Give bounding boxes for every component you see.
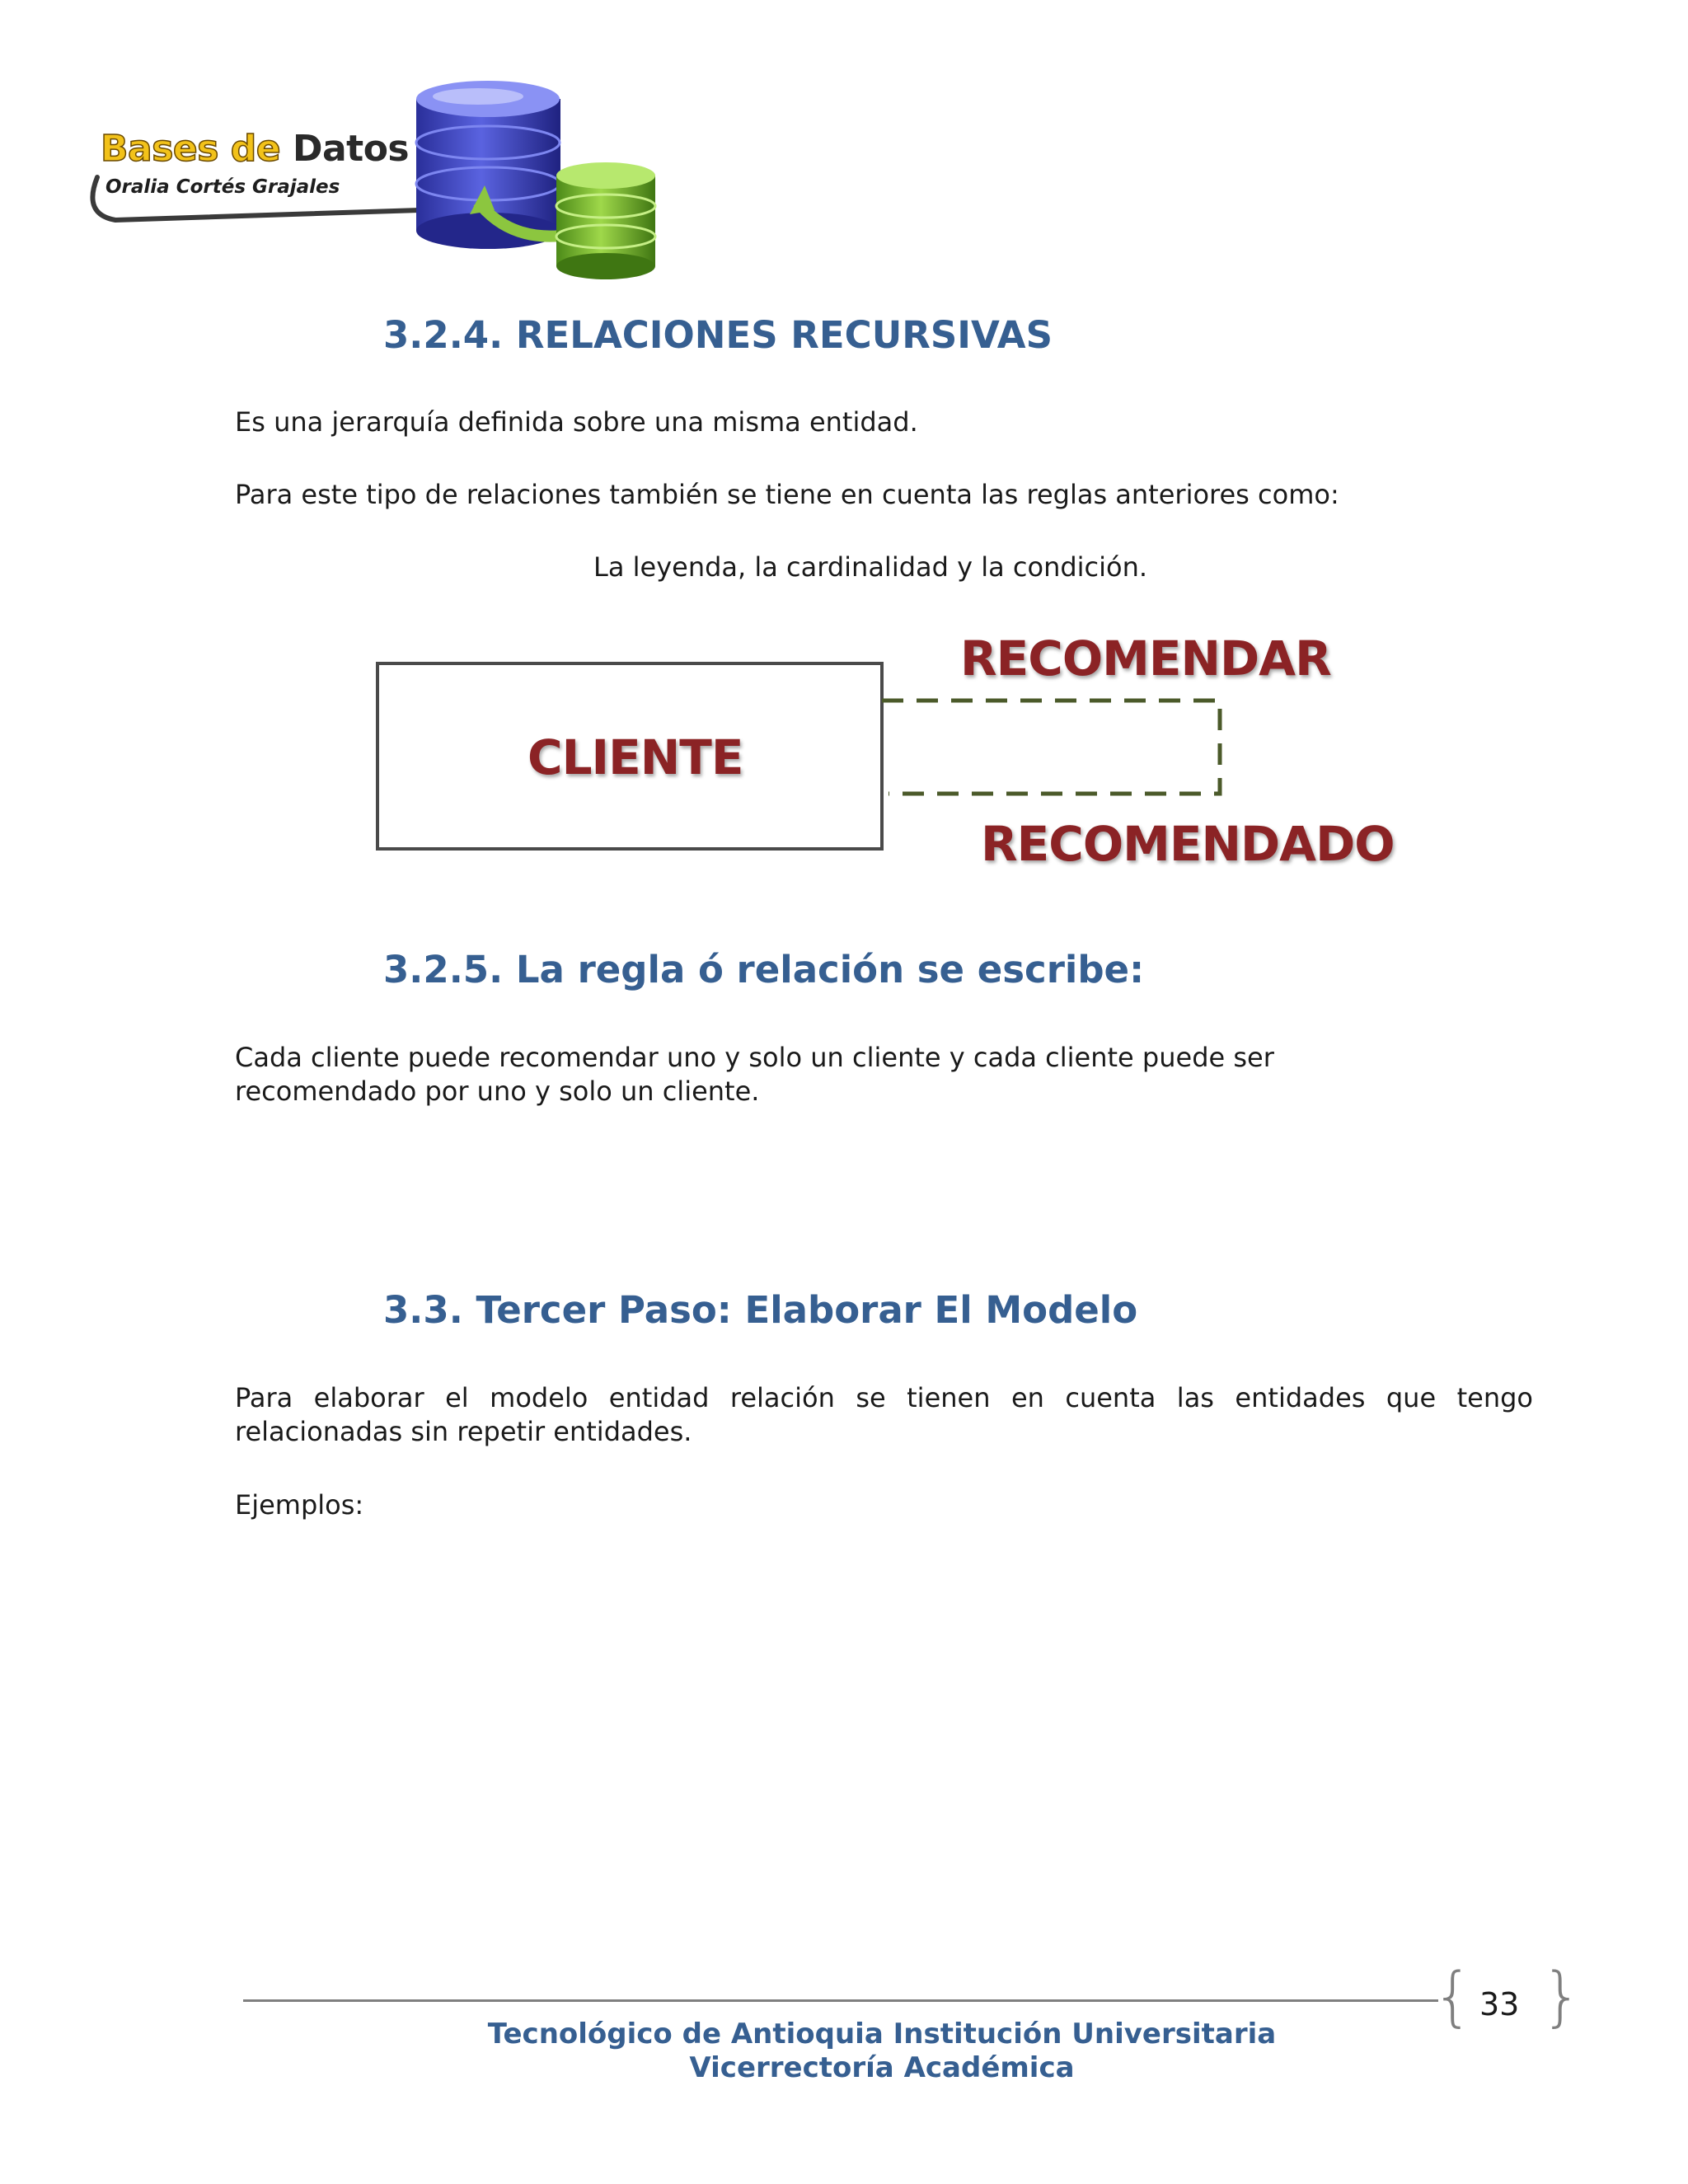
role-label-bottom: RECOMENDADO [981,816,1395,872]
paragraph-rules: Para este tipo de relaciones también se tiene en cuenta las reglas anteriores como: [235,479,1339,510]
footer-institution: Tecnológico de Antioquia Institución Universitaria [487,2018,1277,2050]
paragraph-rule-line-1: Cada cliente puede recomendar uno y solo un cliente y cada cliente puede ser [235,1042,1274,1073]
logo-title [101,128,409,170]
entity-label: CLIENTE [528,729,743,785]
footer-divider [243,1999,1438,2002]
recursive-relation-diagram [363,614,1401,886]
logo-author: Oralia Cortés Grajales [106,176,340,198]
paragraph-rule-line-2: recomendado por uno y solo un cliente. [235,1076,760,1107]
page-bracket-right: } [1541,1960,1582,2034]
paragraph-rules-list: La leyenda, la cardinalidad y la condición. [593,551,1148,583]
heading-3-2-4: 3.2.4. RELACIONES RECURSIVAS [383,313,1053,357]
paragraph-definition: Es una jerarquía definida sobre una misma entidad. [235,406,918,438]
page-number: 33 [1479,1986,1520,2022]
role-label-top: RECOMENDAR [960,630,1331,687]
page-bracket-left: { [1432,1960,1474,2034]
footer-department: Vicerrectoría Académica [689,2051,1075,2084]
paragraph-examples: Ejemplos: [235,1489,364,1521]
logo-title-word-2: de [230,128,281,170]
recursive-connector [882,701,1220,794]
logo-title-word-1: Bases [101,128,218,170]
logo-title-word-3: Datos [292,128,410,170]
paragraph-model: Para elaborar el modelo entidad relación se tienen en cuenta las entidades que tengo relacionadas sin repetir entidades. [235,1382,1533,1447]
heading-3-2-5: 3.2.5. La regla ó relación se escribe: [383,948,1145,991]
heading-3-3: 3.3. Tercer Paso: Elaborar El Modelo [383,1288,1138,1332]
